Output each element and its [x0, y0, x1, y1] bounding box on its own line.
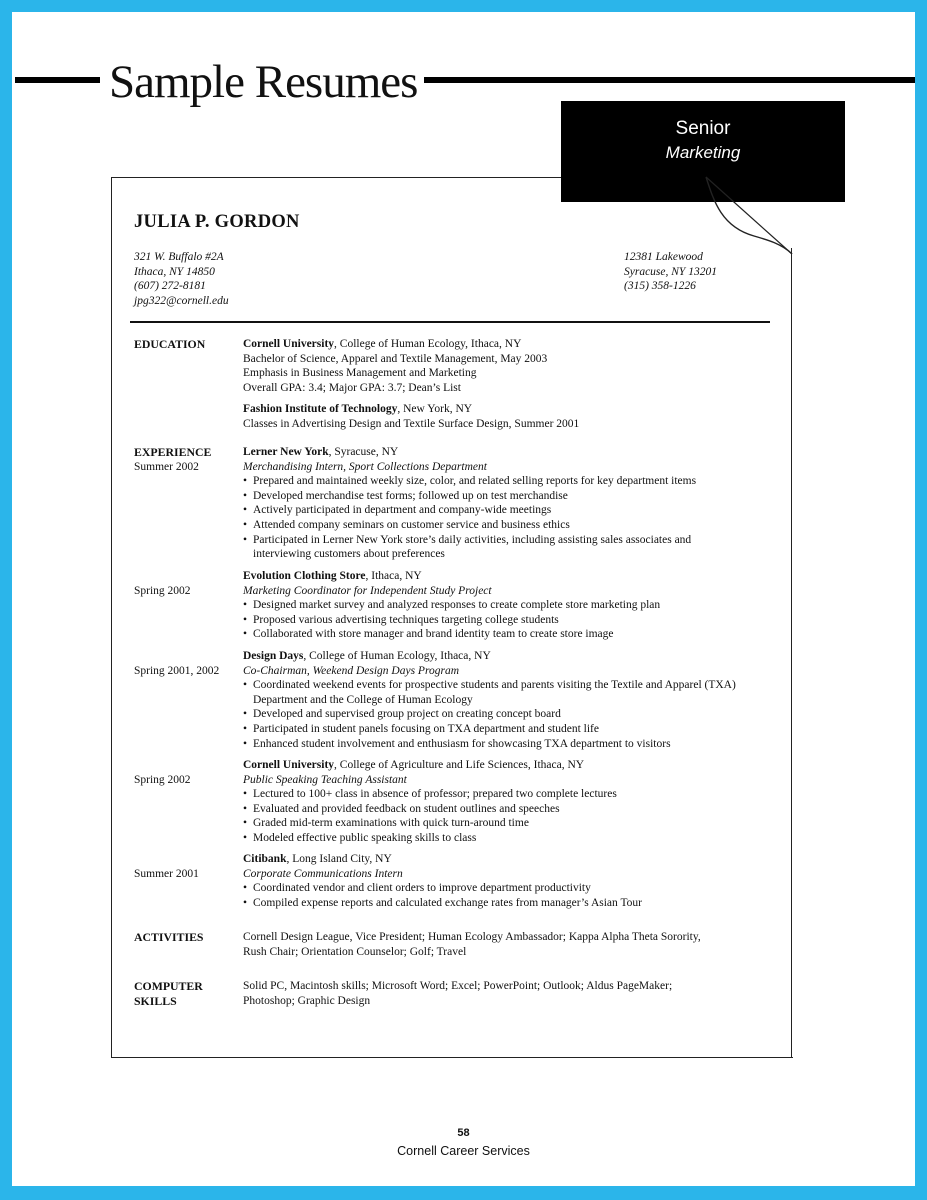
job-location: , College of Agriculture and Life Sciences, Ithaca, NY: [334, 759, 585, 771]
job-bullet: • Evaluated and provided feedback on student outlines and speeches: [243, 802, 783, 817]
job-bullet: • Prepared and maintained weekly size, color, and related selling reports for key department items: [243, 474, 783, 489]
section-label-activities: ACTIVITIES: [134, 930, 204, 944]
activities-entry: [243, 930, 783, 959]
education-fit: [243, 402, 783, 431]
job-bullet: • Participated in student panels focusing on TXA department and student life: [243, 722, 783, 737]
job-bullet: • Collaborated with store manager and brand identity team to create store image: [243, 627, 783, 642]
education-line: Emphasis in Business Management and Marketing: [243, 367, 477, 380]
job-org: Citibank: [243, 853, 287, 865]
school-name: Cornell University: [243, 338, 335, 350]
job-date: Summer 2002: [134, 461, 199, 473]
job-location: , College of Human Ecology, Ithaca, NY: [303, 650, 491, 662]
school-location: , New York, NY: [397, 403, 473, 415]
job-location: , Ithaca, NY: [365, 570, 422, 582]
skills-line: Photoshop; Graphic Design: [243, 994, 371, 1007]
job-bullet: • Proposed various advertising techniques targeting college students: [243, 613, 783, 628]
category-tag-field: Marketing: [665, 143, 741, 162]
job-date: Spring 2002: [134, 585, 191, 597]
job-bullet: • Designed market survey and analyzed responses to create complete store marketing plan: [243, 598, 783, 613]
job-entry: [243, 758, 783, 846]
job-bullet: • Actively participated in department and company-wide meetings: [243, 503, 783, 518]
resume-name: JULIA P. GORDON: [134, 212, 300, 232]
skills-entry: [243, 979, 783, 1008]
job-org: Cornell University: [243, 759, 335, 771]
address-line: 12381 Lakewood: [624, 251, 703, 263]
job-bullet: • Attended company seminars on customer service and business ethics: [243, 518, 783, 533]
job-bullet: • Graded mid-term examinations with quick turn-around time: [243, 816, 783, 831]
name-divider: [130, 321, 770, 323]
phone: (607) 272-8181: [134, 280, 206, 292]
school-name: Fashion Institute of Technology: [243, 403, 398, 415]
education-line: Classes in Advertising Design and Textile Surface Design, Summer 2001: [243, 417, 580, 430]
address-line: Syracuse, NY 13201: [624, 265, 717, 278]
job-location: , Syracuse, NY: [328, 446, 399, 458]
job-entry: [243, 852, 783, 910]
section-label-skills-line: COMPUTER: [134, 979, 203, 993]
activities-line: Rush Chair; Orientation Counselor; Golf; Travel: [243, 945, 467, 958]
skills-line: Solid PC, Macintosh skills; Microsoft Word; Excel; PowerPoint; Outlook; Aldus PageMaker;: [243, 980, 673, 992]
job-date: Spring 2001, 2002: [134, 665, 220, 677]
address-line: 321 W. Buffalo #2A: [134, 251, 224, 263]
job-bullet: • Developed and supervised group project on creating concept board: [243, 707, 783, 722]
category-tag-level: Senior: [675, 118, 731, 139]
address-current: [134, 250, 229, 308]
job-bullet: • Developed merchandise test forms; followed up on test merchandise: [243, 489, 783, 504]
footer-org: Cornell Career Services: [397, 1144, 530, 1158]
job-role: Co-Chairman, Weekend Design Days Program: [243, 664, 460, 677]
job-org: Evolution Clothing Store: [243, 570, 366, 582]
job-bullet: • Participated in Lerner New York store’s daily activities, including assisting sales associates and interviewing customers about preferences: [243, 533, 743, 562]
page-title: Sample Resumes: [109, 56, 418, 108]
job-bullet: • Modeled effective public speaking skills to class: [243, 831, 783, 846]
job-bullet: • Compiled expense reports and calculated exchange rates from manager’s Asian Tour: [243, 896, 783, 911]
activities-line: Cornell Design League, Vice President; Human Ecology Ambassador; Kappa Alpha Theta Sorority,: [243, 931, 701, 943]
address-line: Ithaca, NY 14850: [134, 265, 215, 278]
job-bullet: • Lectured to 100+ class in absence of professor; prepared two complete lectures: [243, 787, 783, 802]
email: jpg322@cornell.edu: [134, 294, 229, 307]
job-role: Merchandising Intern, Sport Collections Department: [243, 460, 487, 473]
job-role: Public Speaking Teaching Assistant: [243, 773, 407, 786]
job-bullet: • Coordinated vendor and client orders to improve department productivity: [243, 881, 783, 896]
resume-content: [12, 12, 915, 1186]
section-label-education: EDUCATION: [134, 337, 206, 351]
job-org: Lerner New York: [243, 446, 329, 458]
school-location: , College of Human Ecology, Ithaca, NY: [334, 338, 522, 350]
job-date: Spring 2002: [134, 774, 191, 786]
job-role: Corporate Communications Intern: [243, 867, 403, 880]
job-entry: [243, 569, 783, 642]
education-cornell: [243, 337, 783, 395]
section-label-skills: [134, 979, 203, 1008]
phone: (315) 358-1226: [624, 280, 696, 292]
education-line: Bachelor of Science, Apparel and Textile Management, May 2003: [243, 352, 548, 365]
page: [12, 12, 915, 1186]
address-permanent: [624, 250, 717, 294]
job-entry: [243, 649, 783, 751]
page-number: 58: [457, 1127, 470, 1139]
job-bullet: • Coordinated weekend events for prospective students and parents visiting the Textile and Apparel (TXA) Department and the College of Human Ecology: [243, 678, 781, 707]
education-line: Overall GPA: 3.4; Major GPA: 3.7; Dean’s List: [243, 381, 461, 394]
job-entry: [243, 445, 783, 562]
job-org: Design Days: [243, 650, 304, 662]
section-label-experience: EXPERIENCE: [134, 445, 212, 459]
job-location: , Long Island City, NY: [286, 853, 392, 865]
section-label-skills-line: SKILLS: [134, 993, 177, 1008]
job-date: Summer 2001: [134, 868, 199, 880]
job-role: Marketing Coordinator for Independent Study Project: [243, 584, 492, 597]
job-bullet: • Enhanced student involvement and enthusiasm for showcasing TXA department to visitors: [243, 737, 783, 752]
